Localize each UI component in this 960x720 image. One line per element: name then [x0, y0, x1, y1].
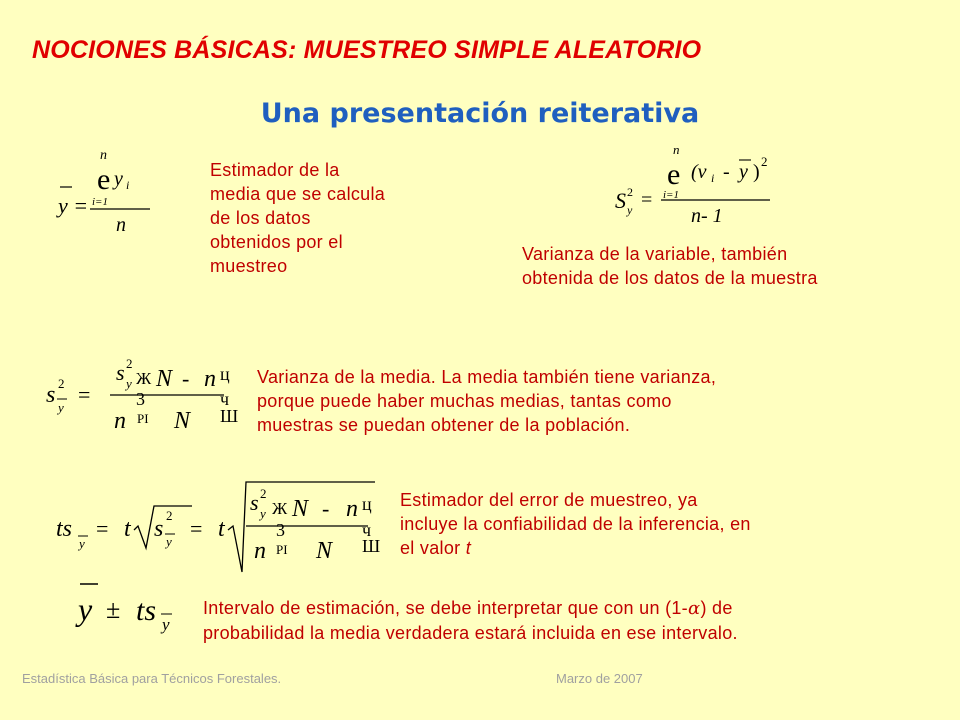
sampling-error-formula	[50, 476, 390, 576]
svg-text:y: y	[58, 400, 64, 415]
svg-text:Ж: Ж	[272, 499, 288, 518]
svg-text:(v: (v	[691, 161, 707, 183]
svg-text:ts: ts	[56, 516, 73, 542]
svg-text:s: s	[250, 490, 259, 515]
svg-text:n: n	[100, 148, 107, 163]
svg-text:N: N	[316, 538, 333, 564]
svg-text:ts: ts	[136, 594, 157, 627]
svg-text:y: y	[739, 161, 748, 183]
interval-formula	[70, 576, 190, 636]
svg-text:e: e	[667, 158, 681, 191]
variance-description: Varianza de la variable, también obtenida de los datos de la muestra	[522, 244, 818, 288]
svg-text:N: N	[174, 408, 191, 434]
svg-text:Ж: Ж	[136, 369, 152, 388]
svg-text:y: y	[627, 203, 633, 217]
svg-text:n- 1: n- 1	[691, 205, 723, 227]
interval-description: Intervalo de estimación, se debe interpretar que con un (1-α) de probabilidad la media verdadera estará incluida en ese intervalo.	[203, 598, 738, 643]
variance-formula	[605, 140, 785, 235]
svg-text:y: y	[114, 168, 123, 190]
svg-text:s: s	[46, 382, 56, 408]
svg-text:2: 2	[761, 154, 768, 169]
svg-text:Ш: Ш	[220, 406, 239, 426]
svg-text:): )	[753, 161, 760, 183]
svg-text:Ш: Ш	[362, 536, 381, 556]
svg-text:i=1: i=1	[663, 189, 679, 201]
svg-text:s: s	[154, 516, 164, 542]
mean-lhs: y =	[58, 193, 89, 218]
svg-text:3: 3	[136, 389, 145, 409]
mean-variance-description: Varianza de la media. La media también tiene varianza, porque puede haber muchas medias, tantas como muestras se puedan obtener de la población.	[257, 367, 717, 435]
svg-text:2: 2	[58, 376, 65, 391]
svg-text:i=1: i=1	[92, 196, 108, 208]
svg-text:ч: ч	[220, 389, 230, 409]
svg-text:S: S	[615, 188, 626, 213]
svg-text:i: i	[711, 171, 715, 185]
svg-text:s: s	[116, 360, 125, 385]
svg-text:n: n	[204, 366, 216, 392]
svg-text:3: 3	[276, 520, 285, 540]
svg-text:±: ±	[106, 595, 121, 624]
svg-text:e: e	[97, 163, 111, 196]
svg-text:=: =	[78, 382, 91, 407]
slide-subtitle: Una presentación reiterativa	[260, 98, 700, 129]
svg-text:=: =	[96, 516, 109, 541]
svg-text:-: -	[322, 496, 330, 521]
svg-text:PI: PI	[137, 411, 149, 426]
svg-text:ц: ц	[362, 494, 372, 514]
svg-text:PI: PI	[276, 542, 288, 557]
svg-text:=: =	[641, 189, 653, 211]
svg-text:ц: ц	[220, 364, 230, 384]
svg-text:2: 2	[126, 356, 133, 371]
svg-text:-: -	[182, 366, 190, 391]
svg-text:ч: ч	[362, 520, 372, 540]
svg-text:i: i	[126, 178, 130, 192]
svg-text:=: =	[190, 516, 203, 541]
svg-text:n: n	[254, 538, 266, 564]
sampling-error-description: Estimador del error de muestreo, ya incluye la confiabilidad de la inferencia, en el valor t	[400, 490, 751, 558]
footer-left: Estadística Básica para Técnicos Forestales.	[22, 671, 282, 686]
svg-text:y: y	[260, 506, 266, 521]
mean-description: Estimador de la media que se calcula de los datos obtenidos por el muestreo	[210, 160, 386, 276]
svg-text:N: N	[156, 366, 173, 392]
svg-text:2: 2	[260, 486, 267, 501]
svg-text:y: y	[79, 536, 85, 551]
svg-text:y: y	[126, 376, 132, 391]
svg-text:N: N	[292, 496, 309, 522]
svg-text:2: 2	[166, 508, 173, 523]
svg-text:n: n	[346, 496, 358, 522]
svg-text:y: y	[162, 615, 170, 634]
svg-text:t: t	[124, 516, 131, 542]
mean-formula	[50, 145, 170, 240]
svg-text:y: y	[166, 534, 172, 549]
svg-text:-: -	[723, 161, 730, 183]
footer-right: Marzo de 2007	[556, 671, 643, 686]
svg-text:y: y	[78, 591, 93, 627]
svg-text:n: n	[116, 214, 126, 236]
slide-title: NOCIONES BÁSICAS: MUESTREO SIMPLE ALEATORIO	[32, 36, 702, 64]
svg-text:t: t	[218, 516, 225, 542]
svg-text:2: 2	[627, 185, 633, 199]
mean-variance-formula	[40, 350, 250, 440]
svg-text:n: n	[114, 408, 126, 434]
svg-text:n: n	[673, 142, 680, 157]
